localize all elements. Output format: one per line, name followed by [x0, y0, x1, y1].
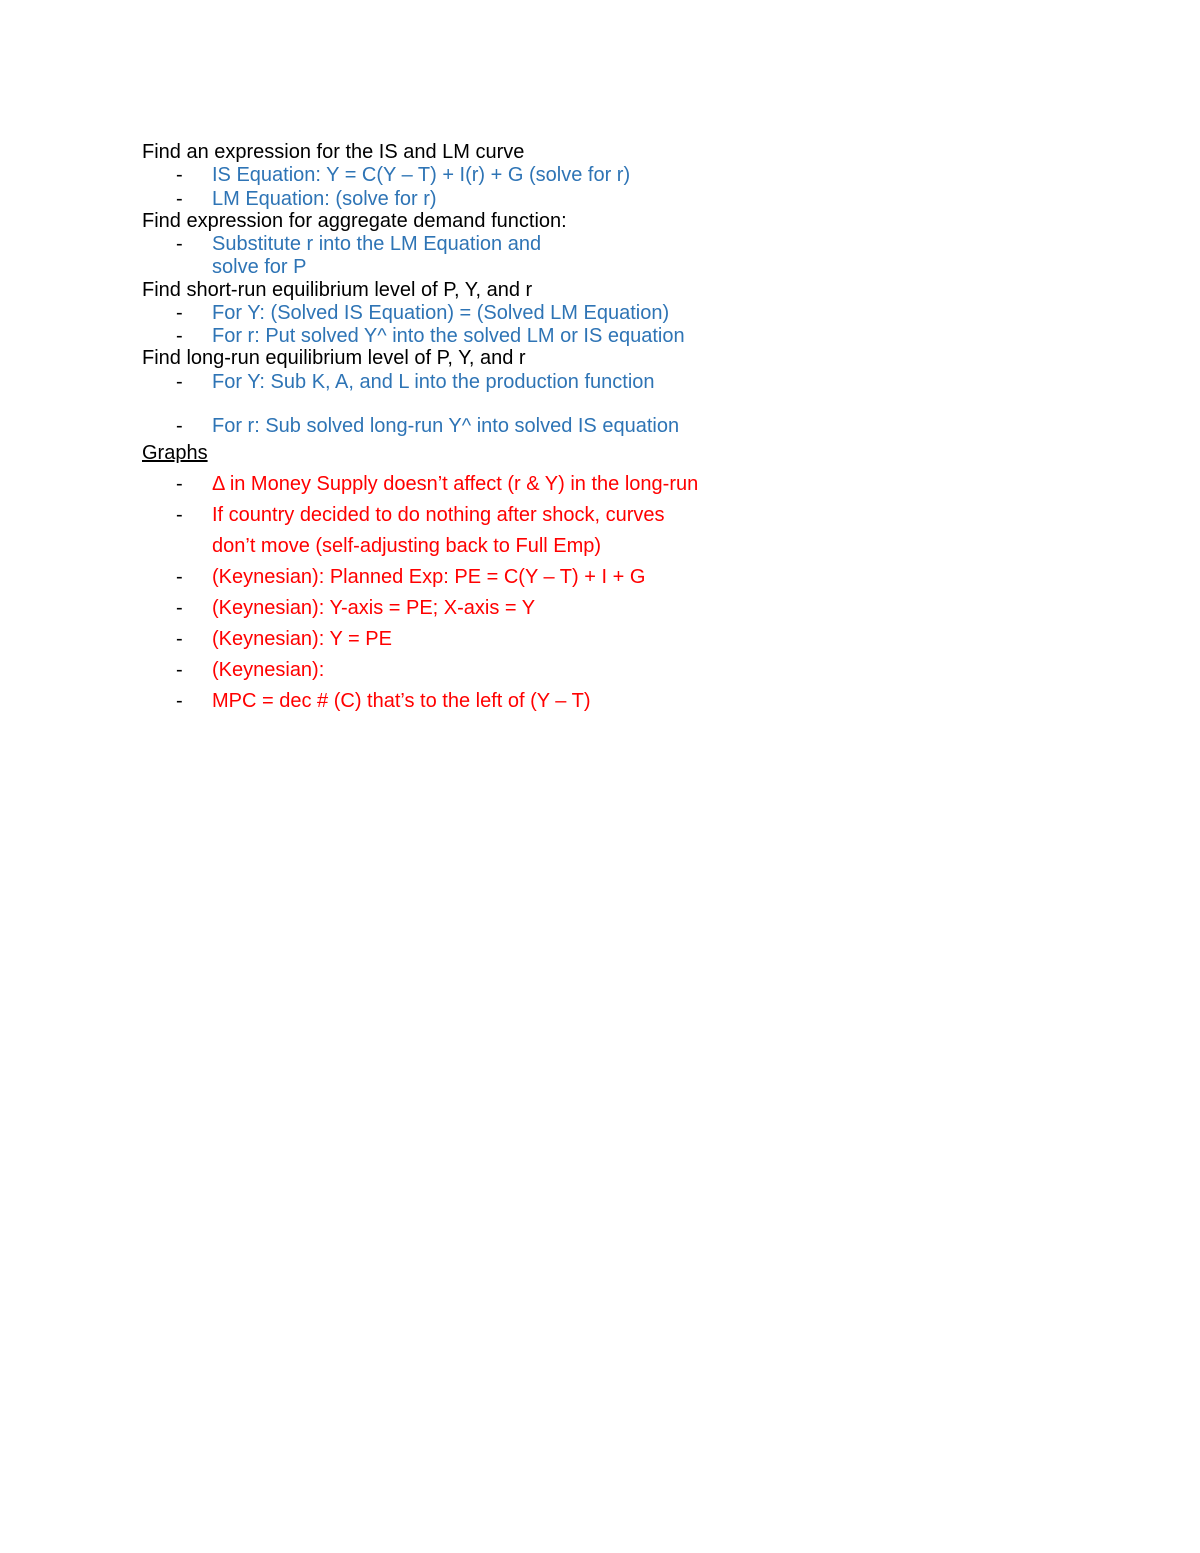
- note-long-run-y: For Y: Sub K, A, and L into the production function: [212, 371, 655, 393]
- bullet-dash: -: [176, 690, 183, 712]
- note-money-supply: Δ in Money Supply doesn’t affect (r & Y) in the long-run: [212, 473, 699, 495]
- note-long-run-r: For r: Sub solved long-run Y^ into solved IS equation: [212, 415, 680, 437]
- note-axes: (Keynesian): Y-axis = PE; X-axis = Y: [212, 597, 536, 619]
- section-heading-graphs: Graphs: [142, 442, 208, 464]
- bullet-dash: -: [176, 164, 183, 186]
- bullet-dash: -: [176, 371, 183, 393]
- note-mpc: MPC = dec # (C) that’s to the left of (Y – T): [212, 690, 591, 712]
- bullet-dash: -: [176, 659, 183, 681]
- note-self-adjusting: don’t move (self-adjusting back to Full Emp): [212, 535, 602, 557]
- bullet-dash: -: [176, 566, 183, 588]
- bullet-dash: -: [176, 233, 183, 255]
- note-short-run-r: For r: Put solved Y^ into the solved LM or IS equation: [212, 325, 685, 347]
- bullet-dash: -: [176, 628, 183, 650]
- note-y-equals-pe: (Keynesian): Y = PE: [212, 628, 392, 650]
- note-planned-exp: (Keynesian): Planned Exp: PE = C(Y – T) + I + G: [212, 566, 646, 588]
- bullet-dash: -: [176, 188, 183, 210]
- section-heading-is-lm: Find an expression for the IS and LM curve: [142, 141, 525, 163]
- section-heading-aggregate-demand: Find expression for aggregate demand function:: [142, 210, 567, 232]
- section-heading-short-run: Find short-run equilibrium level of P, Y, and r: [142, 279, 533, 301]
- note-do-nothing: If country decided to do nothing after shock, curves: [212, 504, 665, 526]
- note-lm-equation: LM Equation: (solve for r): [212, 188, 437, 210]
- bullet-dash: -: [176, 597, 183, 619]
- bullet-dash: -: [176, 325, 183, 347]
- note-keynesian-blank: (Keynesian):: [212, 659, 325, 681]
- note-solve-for-p: solve for P: [212, 256, 307, 278]
- bullet-dash: -: [176, 473, 183, 495]
- note-substitute-r: Substitute r into the LM Equation and: [212, 233, 542, 255]
- bullet-dash: -: [176, 302, 183, 324]
- note-short-run-y: For Y: (Solved IS Equation) = (Solved LM Equation): [212, 302, 670, 324]
- bullet-dash: -: [176, 415, 183, 437]
- section-heading-long-run: Find long-run equilibrium level of P, Y, and r: [142, 347, 526, 369]
- bullet-dash: -: [176, 504, 183, 526]
- note-is-equation: IS Equation: Y = C(Y – T) + I(r) + G (solve for r): [212, 164, 631, 186]
